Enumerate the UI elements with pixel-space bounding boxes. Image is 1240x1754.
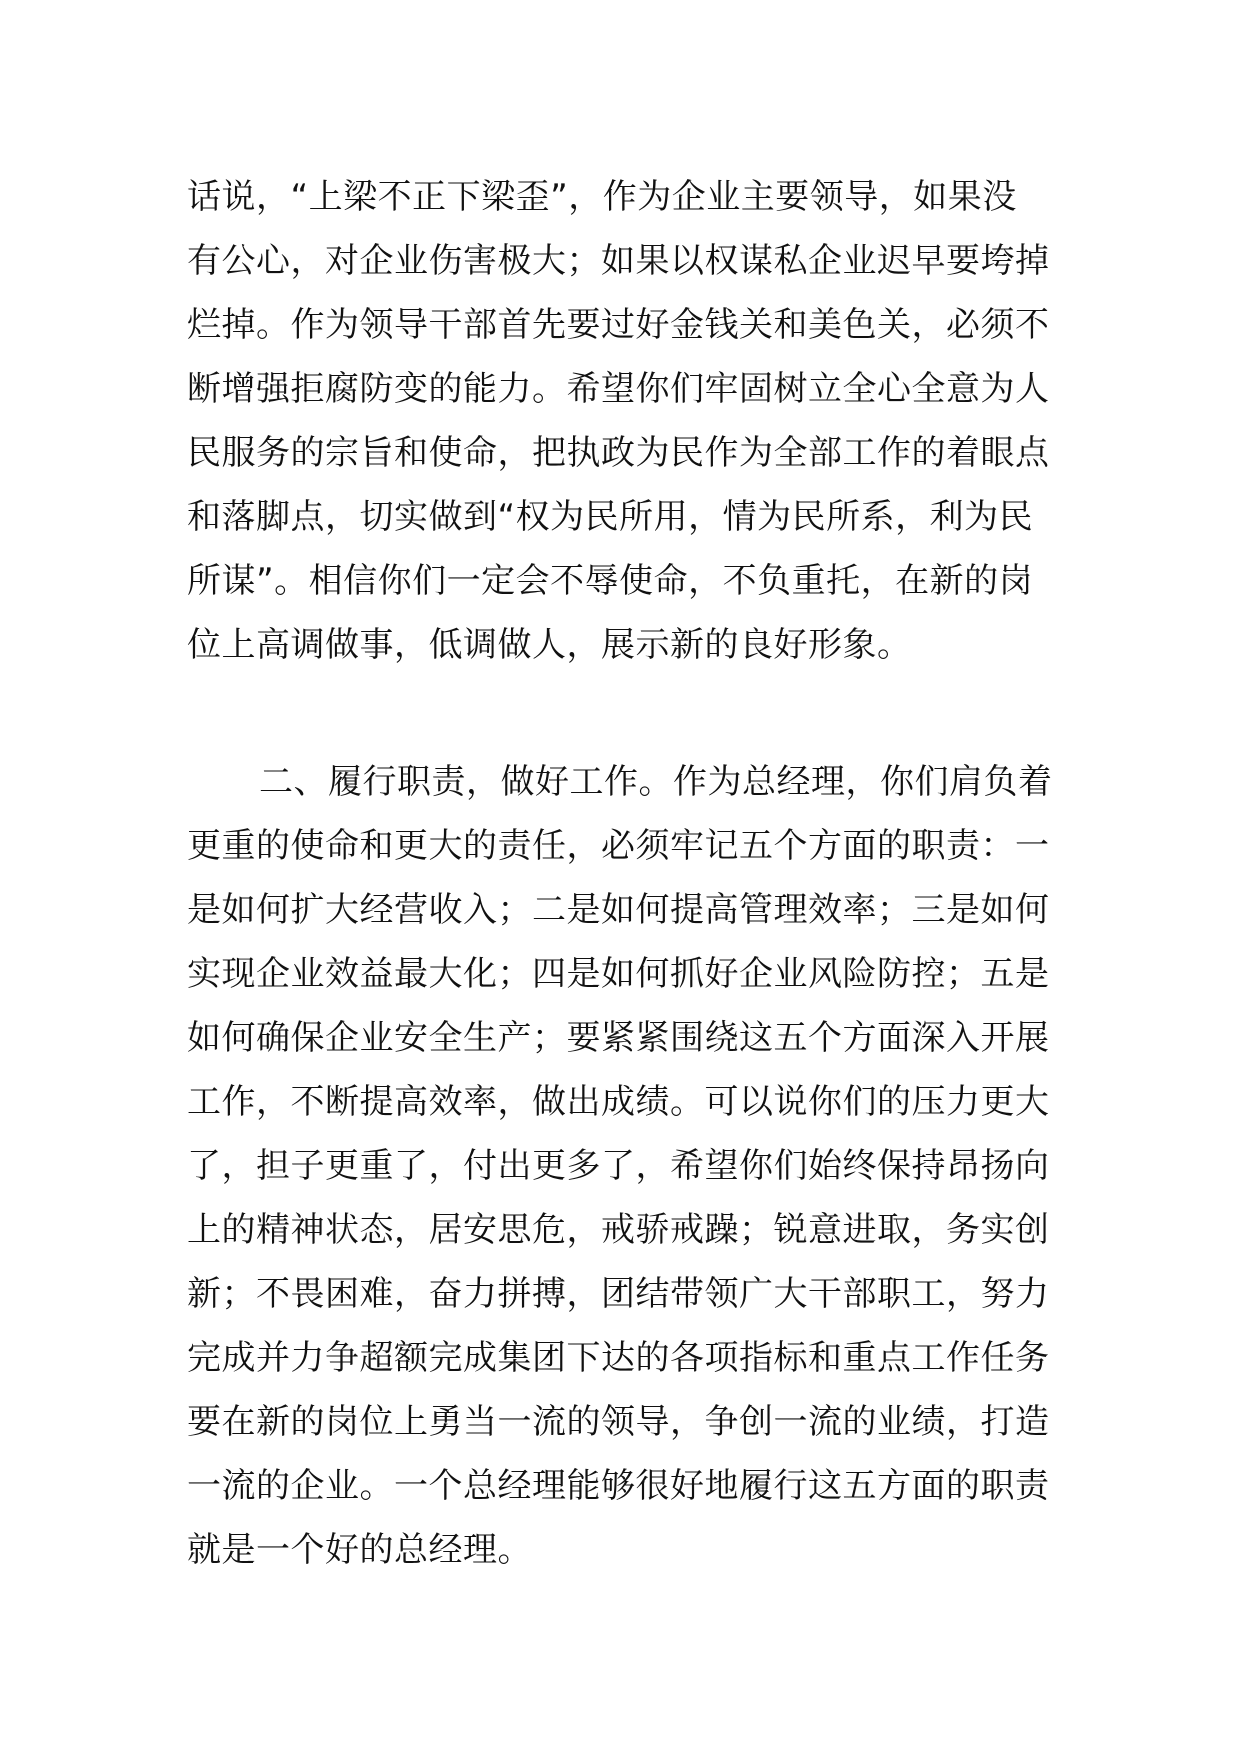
paragraph-continuation [187,165,1057,677]
text-line: 了，担子更重了，付出更多了，希望你们始终保持昂扬向 [187,1146,1050,1186]
text-line: 完成并力争超额完成集团下达的各项指标和重点工作任务 [187,1338,1050,1378]
text-line: 工作，不断提高效率，做出成绩。可以说你们的压力更大 [187,1082,1050,1122]
text-line: 要在新的岗位上勇当一流的领导，争创一流的业绩，打造 [187,1402,1050,1442]
text-line: 实现企业效益最大化；四是如何抓好企业风险防控；五是 [187,954,1050,994]
text-line: 所谋”。相信你们一定会不辱使命，不负重托，在新的岗 [187,561,1034,601]
text-line: 更重的使命和更大的责任，必须牢记五个方面的职责：一 [187,826,1050,866]
text-line: 是如何扩大经营收入；二是如何提高管理效率；三是如何 [187,890,1050,930]
text-line-first: 二、履行职责，做好工作。作为总经理，你们肩负着 [259,762,1053,802]
text-line: 烂掉。作为领导干部首先要过好金钱关和美色关，必须不 [187,305,1050,345]
text-line: 位上高调做事，低调做人，展示新的良好形象。 [187,625,912,665]
text-line: 话说，“上梁不正下梁歪”，作为企业主要领导，如果没 [187,177,1017,217]
text-line: 有公心，对企业伤害极大；如果以权谋私企业迟早要垮掉 [187,241,1050,281]
text-line: 一流的企业。一个总经理能够很好地履行这五方面的职责 [187,1466,1050,1506]
text-line: 上的精神状态，居安思危，戒骄戒躁；锐意进取，务实创 [187,1210,1050,1250]
text-line: 新；不畏困难，奋力拼搏，团结带领广大干部职工，努力 [187,1274,1050,1314]
text-line: 如何确保企业安全生产；要紧紧围绕这五个方面深入开展 [187,1018,1050,1058]
text-line: 断增强拒腐防变的能力。希望你们牢固树立全心全意为人 [187,369,1050,409]
text-line: 和落脚点，切实做到“权为民所用，情为民所系，利为民 [187,497,1034,537]
text-line: 就是一个好的总经理。 [187,1530,532,1570]
text-line: 民服务的宗旨和使命，把执政为民作为全部工作的着眼点 [187,433,1050,473]
paragraph-section-two [187,750,1057,1582]
